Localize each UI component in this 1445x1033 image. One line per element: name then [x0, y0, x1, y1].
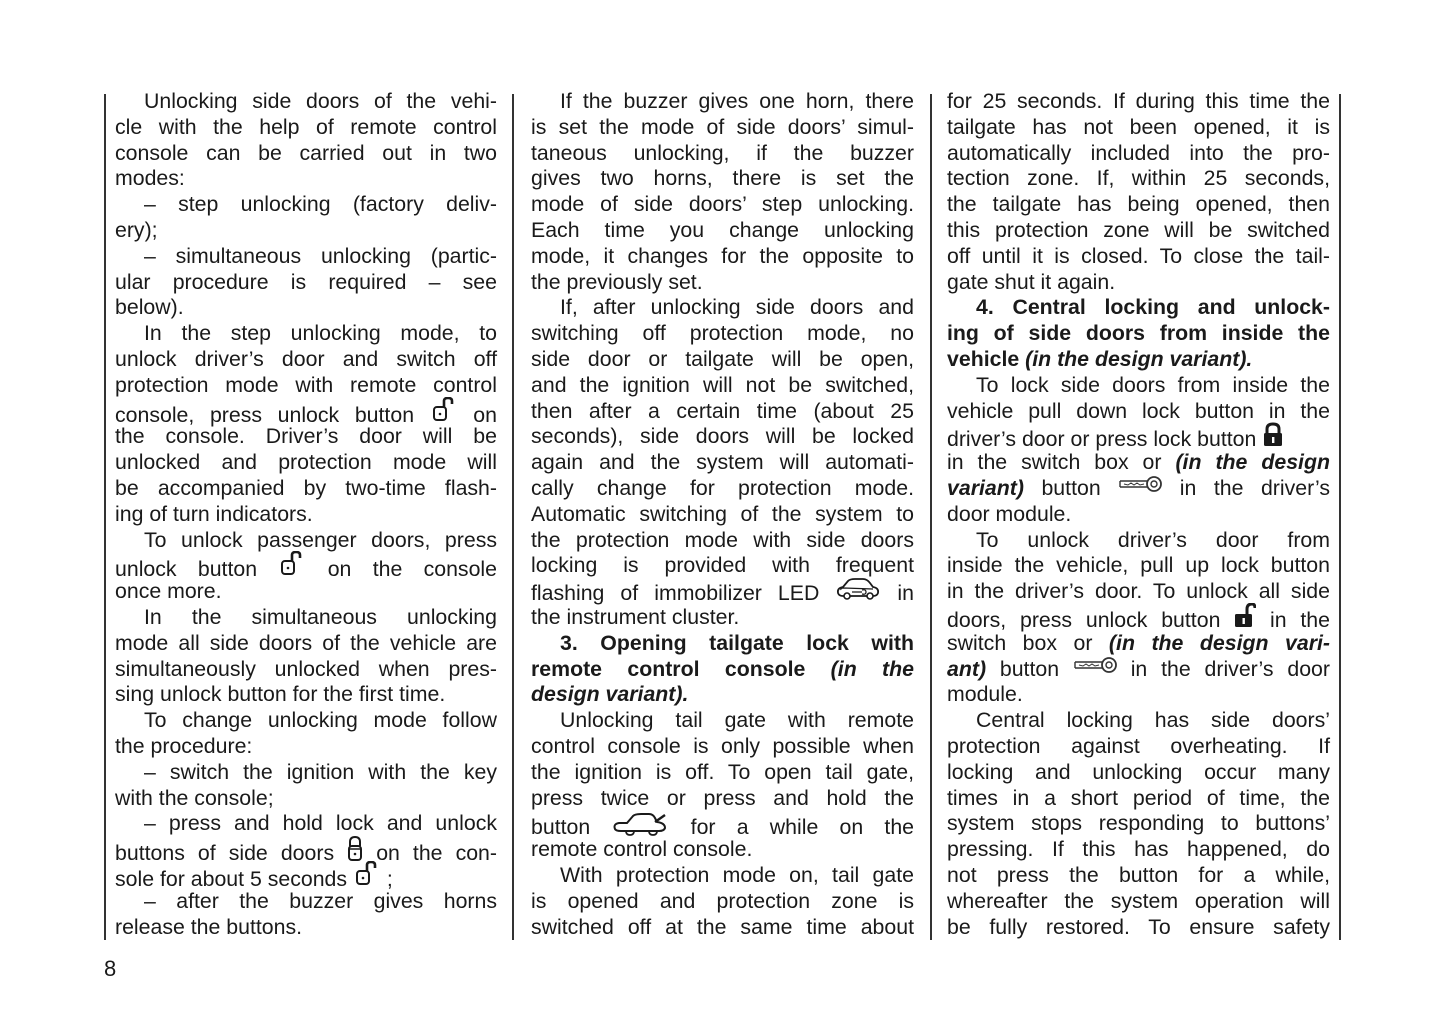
line-text: system stops responding to buttons’ — [947, 811, 1330, 836]
text-line — [947, 295, 1330, 321]
column-rule-right — [1339, 94, 1341, 940]
line-text: not press the button for a while, — [947, 862, 1330, 887]
text-line — [531, 786, 914, 812]
text-line — [531, 192, 914, 218]
line-text: ery); — [115, 217, 158, 242]
line-text: with the console; — [115, 785, 274, 810]
line-text: To change unlocking mode follow — [144, 708, 497, 733]
text-line — [947, 270, 1330, 296]
line-text: automatically included into the pro- — [947, 140, 1330, 165]
text-line — [115, 786, 497, 812]
text-line — [947, 141, 1330, 167]
line-text: flashing of immobilizer LED — [531, 581, 820, 606]
line-text: for 25 seconds. If during this time the — [947, 89, 1330, 113]
text-line — [531, 657, 914, 683]
text-line — [531, 915, 914, 941]
text-line — [531, 631, 914, 657]
text-line — [115, 605, 497, 631]
line-text: gate shut it again. — [947, 269, 1116, 294]
text-line — [947, 373, 1330, 399]
padlock-closed-icon — [1262, 422, 1284, 455]
line-text: To unlock passenger doors, press — [144, 527, 497, 552]
text-line — [947, 89, 1330, 115]
line-text: control console is only possible when — [531, 733, 914, 758]
emphasis-text: (in the design — [1161, 450, 1330, 475]
line-text: this protection zone will be switched — [947, 217, 1330, 242]
text-line — [531, 811, 915, 840]
text-line — [115, 270, 497, 296]
line-text: the instrument cluster. — [531, 604, 740, 629]
text-line — [115, 166, 497, 192]
text-line — [115, 244, 497, 270]
line-text: switching off protection mode, no — [531, 321, 914, 346]
line-text: off until it is closed. To close the tail- — [947, 243, 1330, 268]
emphasis-text: (in the design variant). — [1019, 346, 1253, 371]
line-text: – after the buzzer gives horns — [144, 888, 497, 913]
line-text: the console. Driver’s door will be — [115, 424, 497, 449]
line-text: ing of side doors from inside the — [947, 321, 1330, 346]
text-line — [115, 708, 497, 734]
text-line — [947, 424, 1330, 450]
text-line — [115, 657, 497, 683]
text-line — [115, 476, 497, 502]
immobilizer-car-icon — [835, 577, 881, 608]
line-text: release the buttons. — [115, 914, 303, 939]
text-line — [531, 734, 914, 760]
text-line — [531, 347, 914, 373]
line-text: tailgate has not been opened, it is — [947, 114, 1330, 139]
text-line — [947, 786, 1330, 812]
line-text: sing unlock button for the first time. — [115, 682, 446, 707]
line-text: If, after unlocking side doors and — [560, 295, 914, 320]
text-line — [115, 811, 497, 837]
line-text: protection against overheating. If — [947, 733, 1330, 758]
text-line — [531, 553, 914, 579]
text-line — [531, 502, 914, 528]
column-rule-middle-1 — [512, 94, 514, 940]
text-line — [115, 347, 497, 373]
text-line — [947, 553, 1330, 579]
line-text: side door or tailgate will be open, — [531, 346, 914, 371]
text-line — [115, 837, 497, 866]
line-text: be fully restored. To ensure safety — [947, 914, 1330, 939]
line-text: To unlock driver’s door from — [976, 527, 1330, 552]
emphasis-text: variant) — [947, 475, 1024, 500]
line-text: again and the system will automati- — [531, 450, 914, 475]
text-line — [115, 373, 497, 399]
line-text: Each time you change unlocking — [531, 217, 914, 242]
line-text: is set the mode of side doors’ simul- — [531, 114, 914, 139]
text-line — [531, 837, 914, 863]
line-text: the procedure: — [115, 733, 253, 758]
text-line — [947, 811, 1330, 837]
line-text: in the — [1270, 607, 1330, 632]
line-text: – press and hold lock and unlock — [144, 811, 497, 836]
line-text: ular procedure is required – see — [115, 269, 497, 294]
text-line — [947, 347, 1330, 373]
padlock-open-icon — [1234, 603, 1256, 636]
line-text: If the buzzer gives one horn, there — [560, 89, 914, 113]
text-line — [115, 760, 497, 786]
text-line — [115, 399, 497, 425]
line-text: below). — [115, 295, 184, 320]
text-line — [531, 476, 914, 502]
text-line — [531, 863, 914, 889]
line-text: doors, press unlock button — [947, 607, 1221, 632]
text-line — [531, 295, 914, 321]
line-text: remote control console — [531, 656, 806, 681]
line-text: inside the vehicle, pull up lock button — [947, 553, 1330, 578]
text-line — [115, 863, 497, 889]
line-text: whereafter the system operation will — [947, 888, 1330, 913]
text-column-2 — [531, 89, 914, 940]
line-text: buttons of side doors — [115, 841, 335, 866]
line-text: switch box or — [947, 630, 1093, 655]
text-line — [115, 141, 497, 167]
text-line — [115, 450, 497, 476]
line-text: protection mode with remote control — [115, 372, 497, 397]
line-text: vehicle pull down lock button in the — [947, 398, 1330, 423]
line-text: door module. — [947, 501, 1072, 526]
text-line — [531, 244, 914, 270]
text-line — [115, 89, 497, 115]
line-text: button — [986, 656, 1060, 681]
text-line — [947, 321, 1330, 347]
text-line — [531, 579, 914, 605]
text-line — [947, 915, 1330, 941]
text-line — [531, 399, 914, 425]
text-line — [531, 373, 914, 399]
line-text: console, press unlock button — [115, 402, 415, 427]
text-line — [531, 682, 914, 708]
line-text: in the switch box or — [947, 450, 1162, 475]
line-text: for a while on the — [690, 815, 915, 840]
line-text: Unlocking tail gate with remote — [560, 708, 914, 733]
line-text: Automatic switching of the system to — [531, 501, 914, 526]
line-text: on the con- — [376, 841, 497, 866]
text-line — [947, 837, 1330, 863]
text-line — [947, 605, 1330, 631]
line-text: Unlocking side doors of the vehi- — [144, 89, 497, 113]
line-text: To lock side doors from inside the — [976, 372, 1330, 397]
line-text: – simultaneous unlocking (partic- — [144, 243, 497, 268]
text-line — [115, 192, 497, 218]
line-text: button — [1023, 475, 1101, 500]
text-line — [531, 889, 914, 915]
line-text: With protection mode on, tail gate — [560, 862, 914, 887]
line-text: unlock driver’s door and switch off — [115, 346, 497, 371]
text-line — [531, 141, 914, 167]
line-text: in the driver’s door. To unlock all side — [947, 579, 1330, 604]
line-text: then after a certain time (about 25 — [531, 398, 914, 423]
text-line — [115, 115, 497, 141]
line-text: tection zone. If, within 25 seconds, — [947, 166, 1330, 191]
text-column-3 — [947, 89, 1330, 940]
text-line — [115, 682, 497, 708]
line-text: on the console — [327, 557, 497, 582]
text-line — [531, 605, 914, 631]
text-line — [115, 631, 497, 657]
text-line — [947, 166, 1330, 192]
line-text: cally change for protection mode. — [531, 475, 914, 500]
line-text: design variant). — [531, 682, 689, 707]
text-line — [947, 631, 1330, 657]
line-text: 4. Central locking and unlock- — [976, 295, 1330, 320]
text-line — [947, 863, 1330, 889]
text-line — [115, 295, 497, 321]
text-line — [115, 553, 497, 582]
text-column-1 — [115, 89, 497, 940]
line-text: gives two horns, there is set the — [531, 166, 914, 191]
text-line — [531, 115, 914, 141]
line-text: the ignition is off. To open tail gate, — [531, 759, 914, 784]
text-line — [947, 192, 1330, 218]
line-text: in the driver’s — [1179, 475, 1330, 500]
text-line — [115, 889, 497, 915]
line-text: locking is provided with frequent — [531, 553, 914, 578]
key-icon — [1073, 655, 1117, 682]
line-text: unlocked and protection mode will — [115, 450, 497, 475]
emphasis-text: ant) — [947, 656, 987, 681]
unlock-remote-icon — [430, 397, 458, 432]
column-rule-left — [104, 94, 106, 940]
text-line — [947, 218, 1330, 244]
text-line — [947, 682, 1330, 708]
line-text: pressing. If this has happened, do — [947, 837, 1330, 862]
text-line — [947, 579, 1330, 605]
text-line — [947, 502, 1330, 528]
line-text: mode all side doors of the vehicle are — [115, 630, 497, 655]
line-text: Central locking has side doors’ — [976, 708, 1330, 733]
line-text: module. — [947, 682, 1023, 707]
text-line — [947, 528, 1330, 554]
unlock-remote-icon — [278, 551, 306, 586]
line-text: unlock button — [115, 557, 258, 582]
text-line — [947, 734, 1330, 760]
text-line — [115, 734, 497, 760]
line-text: the tailgate has being opened, then — [947, 192, 1330, 217]
text-line — [531, 166, 914, 192]
text-line — [531, 218, 914, 244]
text-line — [115, 502, 497, 528]
text-line — [531, 528, 914, 554]
line-text: remote control console. — [531, 837, 753, 862]
text-line — [531, 708, 914, 734]
text-line — [531, 450, 914, 476]
line-text: on — [473, 402, 497, 427]
text-line — [947, 708, 1330, 734]
text-line — [531, 321, 914, 347]
line-text: – switch the ignition with the key — [144, 759, 497, 784]
line-text: and the ignition will not be switched, — [531, 372, 914, 397]
text-line — [531, 270, 914, 296]
text-line — [947, 760, 1330, 786]
line-text: 3. Opening tailgate lock with — [560, 630, 914, 655]
text-line — [947, 657, 1330, 683]
line-text: simultaneously unlocked when pres- — [115, 656, 497, 681]
line-text: in the driver’s door — [1130, 656, 1330, 681]
text-line — [115, 321, 497, 347]
line-text: switched off at the same time about — [531, 914, 914, 939]
text-line — [531, 89, 914, 115]
line-text: sole for about 5 seconds — [115, 866, 348, 891]
text-line — [947, 115, 1330, 141]
line-text: be accompanied by two-time flash- — [115, 475, 497, 500]
text-line — [115, 915, 497, 941]
text-line — [531, 424, 914, 450]
line-text: modes: — [115, 166, 185, 191]
line-text: driver’s door or press lock button — [947, 427, 1257, 452]
line-text: seconds), side doors will be locked — [531, 424, 914, 449]
line-text: ; — [386, 866, 393, 891]
line-text: ing of turn indicators. — [115, 501, 313, 526]
line-text: In the step unlocking mode, to — [144, 321, 497, 346]
line-text: In the simultaneous unlocking — [144, 604, 497, 629]
line-text: mode, it changes for the opposite to — [531, 243, 914, 268]
column-rule-middle-2 — [930, 94, 932, 940]
tailgate-car-icon — [611, 809, 669, 844]
emphasis-text: (in the — [805, 656, 914, 681]
text-line — [115, 528, 497, 554]
line-text: button — [531, 815, 591, 840]
page-number: 8 — [104, 956, 117, 981]
line-text: mode of side doors’ step unlocking. — [531, 192, 914, 217]
text-line — [947, 399, 1330, 425]
emphasis-text: (in the design vari- — [1092, 630, 1330, 655]
key-icon — [1118, 474, 1162, 501]
text-line — [947, 889, 1330, 915]
unlock-remote-icon — [353, 861, 381, 896]
line-text: console can be carried out in two — [115, 140, 497, 165]
line-text: in — [897, 581, 914, 606]
text-line — [115, 218, 497, 244]
line-text: press twice or press and hold the — [531, 785, 914, 810]
line-text: the protection mode with side doors — [531, 527, 914, 552]
text-line — [531, 760, 914, 786]
text-line — [947, 476, 1330, 502]
line-text: cle with the help of remote control — [115, 114, 497, 139]
line-text: vehicle — [947, 346, 1020, 371]
line-text: taneous unlocking, if the buzzer — [531, 140, 914, 165]
line-text: times in a short period of time, the — [947, 785, 1330, 810]
text-line — [947, 244, 1330, 270]
line-text: once more. — [115, 579, 222, 604]
line-text: the previously set. — [531, 269, 703, 294]
line-text: – step unlocking (factory deliv- — [144, 192, 497, 217]
line-text: locking and unlocking occur many — [947, 759, 1330, 784]
line-text: is opened and protection zone is — [531, 888, 914, 913]
